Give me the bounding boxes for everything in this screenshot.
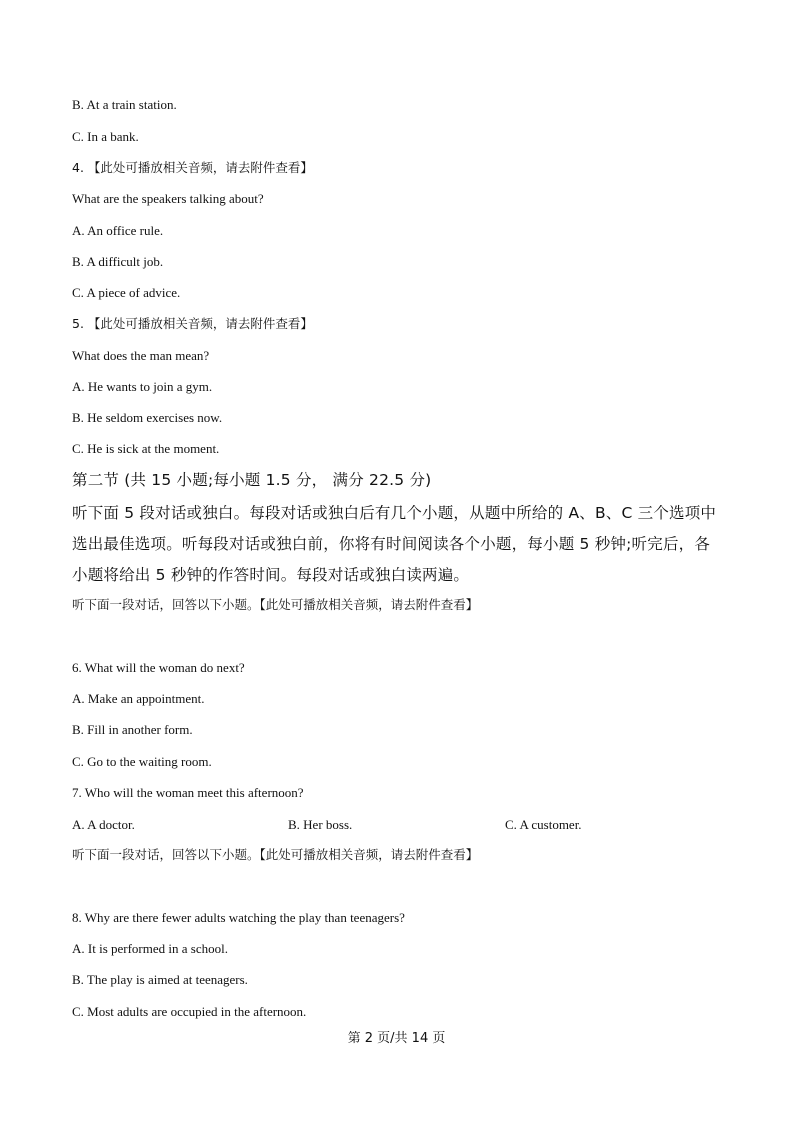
- q7-option-a: A. A doctor.: [72, 817, 135, 832]
- section-2-instructions-line-2: 选出最佳选项。听每段对话或独白前，你将有时间阅读各个小题，每小题 5 秒钟;听完后，各: [72, 535, 711, 553]
- q6-option-c: C. Go to the waiting room.: [72, 754, 212, 769]
- q3-option-c: C. In a bank.: [72, 129, 139, 144]
- q4-option-a: A. An office rule.: [72, 223, 164, 238]
- section-2-instructions-line-3: 小题将给出 5 秒钟的作答时间。每段对话或独白读两遍。: [72, 566, 470, 584]
- page-footer: 第 2 页/共 14 页: [347, 1031, 446, 1046]
- q8-option-c: C. Most adults are occupied in the afternoon.: [72, 1004, 307, 1019]
- q5-option-c: C. He is sick at the moment.: [72, 441, 220, 456]
- q5-number-audio-note: 5. 【此处可播放相关音频，请去附件查看】: [72, 316, 313, 331]
- q6-question: 6. What will the woman do next?: [72, 660, 245, 675]
- q3-option-b: B. At a train station.: [72, 97, 177, 112]
- section-2-title: 第二节 (共 15 小题;每小题 1.5 分， 满分 22.5 分): [72, 471, 432, 489]
- q7-question: 7. Who will the woman meet this afternoon?: [72, 785, 304, 800]
- section-2-instructions-line-1: 听下面 5 段对话或独白。每段对话或独白后有几个小题，从题中所给的 A、B、C 三个选项中: [72, 504, 717, 522]
- q7-option-b: B. Her boss.: [288, 817, 353, 832]
- q5-option-b: B. He seldom exercises now.: [72, 410, 223, 425]
- q4-option-b: B. A difficult job.: [72, 254, 164, 269]
- q4-question: What are the speakers talking about?: [72, 191, 264, 206]
- q8-option-a: A. It is performed in a school.: [72, 941, 228, 956]
- q5-question: What does the man mean?: [72, 348, 210, 363]
- q4-number-audio-note: 4. 【此处可播放相关音频，请去附件查看】: [72, 160, 313, 175]
- q7-option-c: C. A customer.: [505, 817, 582, 832]
- q8-question: 8. Why are there fewer adults watching the play than teenagers?: [72, 910, 405, 925]
- dialogue-audio-note-2: 听下面一段对话，回答以下小题。【此处可播放相关音频，请去附件查看】: [72, 847, 479, 862]
- dialogue-audio-note-1: 听下面一段对话，回答以下小题。【此处可播放相关音频，请去附件查看】: [72, 597, 479, 612]
- q4-option-c: C. A piece of advice.: [72, 285, 181, 300]
- q6-option-a: A. Make an appointment.: [72, 691, 205, 706]
- q7-options-row: [72, 817, 712, 833]
- q8-option-b: B. The play is aimed at teenagers.: [72, 972, 248, 987]
- q5-option-a: A. He wants to join a gym.: [72, 379, 213, 394]
- q6-option-b: B. Fill in another form.: [72, 722, 193, 737]
